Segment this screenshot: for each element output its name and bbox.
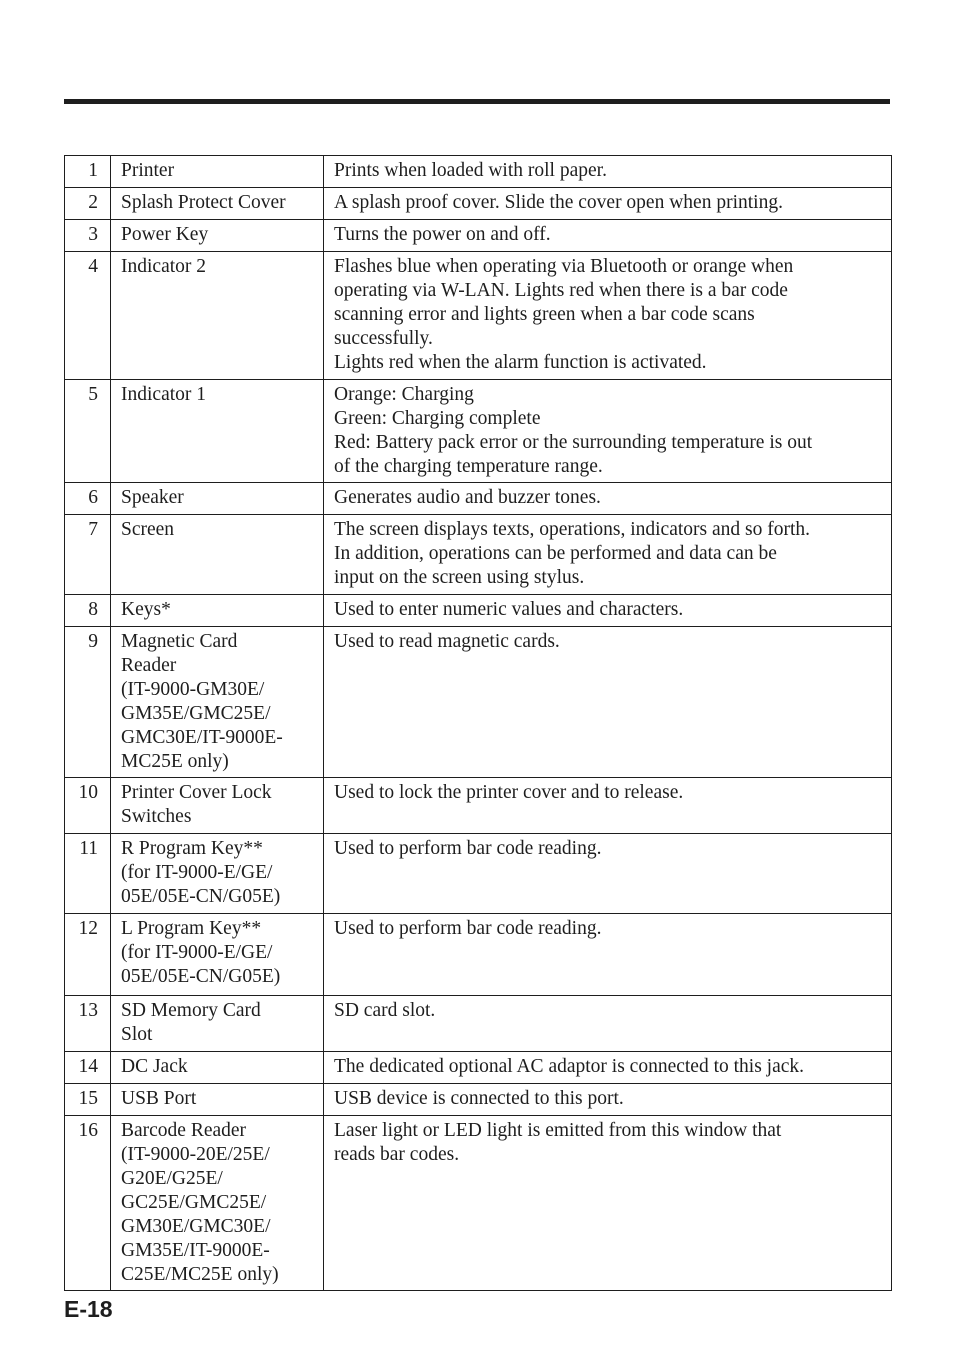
part-name: Printer Cover Lock Switches: [111, 778, 324, 834]
part-number: 12: [65, 914, 111, 996]
parts-table: [64, 155, 892, 1291]
table-row: [65, 595, 892, 627]
part-description: Used to perform bar code reading.: [324, 834, 892, 914]
part-name: Magnetic Card Reader (IT-9000-GM30E/ GM35E/GMC25E/ GMC30E/IT-9000E- MC25E only): [111, 627, 324, 778]
part-number: 3: [65, 220, 111, 252]
part-name: Speaker: [111, 483, 324, 515]
part-number: 9: [65, 627, 111, 778]
table-row: [65, 834, 892, 914]
part-name: DC Jack: [111, 1052, 324, 1084]
part-name: Indicator 2: [111, 252, 324, 380]
part-name: L Program Key** (for IT-9000-E/GE/ 05E/05E-CN/G05E): [111, 914, 324, 996]
part-name: Printer: [111, 156, 324, 188]
part-number: 1: [65, 156, 111, 188]
table-row: [65, 252, 892, 380]
part-description: Used to lock the printer cover and to release.: [324, 778, 892, 834]
part-name: R Program Key** (for IT-9000-E/GE/ 05E/05E-CN/G05E): [111, 834, 324, 914]
part-number: 8: [65, 595, 111, 627]
table-row: [65, 515, 892, 595]
part-name: Power Key: [111, 220, 324, 252]
part-number: 10: [65, 778, 111, 834]
table-row: [65, 188, 892, 220]
part-description: SD card slot.: [324, 996, 892, 1052]
part-name: Keys*: [111, 595, 324, 627]
part-description: Used to perform bar code reading.: [324, 914, 892, 996]
table-row: [65, 380, 892, 483]
table-row: [65, 483, 892, 515]
part-number: 5: [65, 380, 111, 483]
table-row: [65, 156, 892, 188]
table-row: [65, 1116, 892, 1291]
table-row: [65, 778, 892, 834]
page-number: E-18: [64, 1296, 113, 1322]
part-description: Used to read magnetic cards.: [324, 627, 892, 778]
table-row: [65, 996, 892, 1052]
part-name: Screen: [111, 515, 324, 595]
part-description: Used to enter numeric values and characters.: [324, 595, 892, 627]
part-name: USB Port: [111, 1084, 324, 1116]
part-description: Turns the power on and off.: [324, 220, 892, 252]
part-name: Indicator 1: [111, 380, 324, 483]
table-row: [65, 914, 892, 996]
part-name: Splash Protect Cover: [111, 188, 324, 220]
part-number: 7: [65, 515, 111, 595]
part-number: 6: [65, 483, 111, 515]
part-description: Laser light or LED light is emitted from this window that reads bar codes.: [324, 1116, 892, 1291]
part-description: Orange: Charging Green: Charging complete Red: Battery pack error or the surrounding temperature is out of the charging temperature range.: [324, 380, 892, 483]
table-row: [65, 627, 892, 778]
table-row: [65, 1084, 892, 1116]
part-number: 16: [65, 1116, 111, 1291]
part-description: A splash proof cover. Slide the cover open when printing.: [324, 188, 892, 220]
part-description: Flashes blue when operating via Bluetooth or orange when operating via W-LAN. Lights red when there is a bar code scanning error and lights green when a bar code scans successfully. Lights red when the alarm function is activated.: [324, 252, 892, 380]
header-rule: [64, 99, 890, 104]
part-description: The dedicated optional AC adaptor is connected to this jack.: [324, 1052, 892, 1084]
part-number: 15: [65, 1084, 111, 1116]
part-number: 11: [65, 834, 111, 914]
part-name: SD Memory Card Slot: [111, 996, 324, 1052]
part-number: 2: [65, 188, 111, 220]
part-description: Generates audio and buzzer tones.: [324, 483, 892, 515]
part-name: Barcode Reader (IT-9000-20E/25E/ G20E/G25E/ GC25E/GMC25E/ GM30E/GMC30E/ GM35E/IT-9000E- C25E/MC25E only): [111, 1116, 324, 1291]
part-description: USB device is connected to this port.: [324, 1084, 892, 1116]
part-number: 14: [65, 1052, 111, 1084]
table-row: [65, 1052, 892, 1084]
part-description: The screen displays texts, operations, indicators and so forth. In addition, operations can be performed and data can be input on the screen using stylus.: [324, 515, 892, 595]
part-number: 13: [65, 996, 111, 1052]
part-description: Prints when loaded with roll paper.: [324, 156, 892, 188]
table-row: [65, 220, 892, 252]
part-number: 4: [65, 252, 111, 380]
